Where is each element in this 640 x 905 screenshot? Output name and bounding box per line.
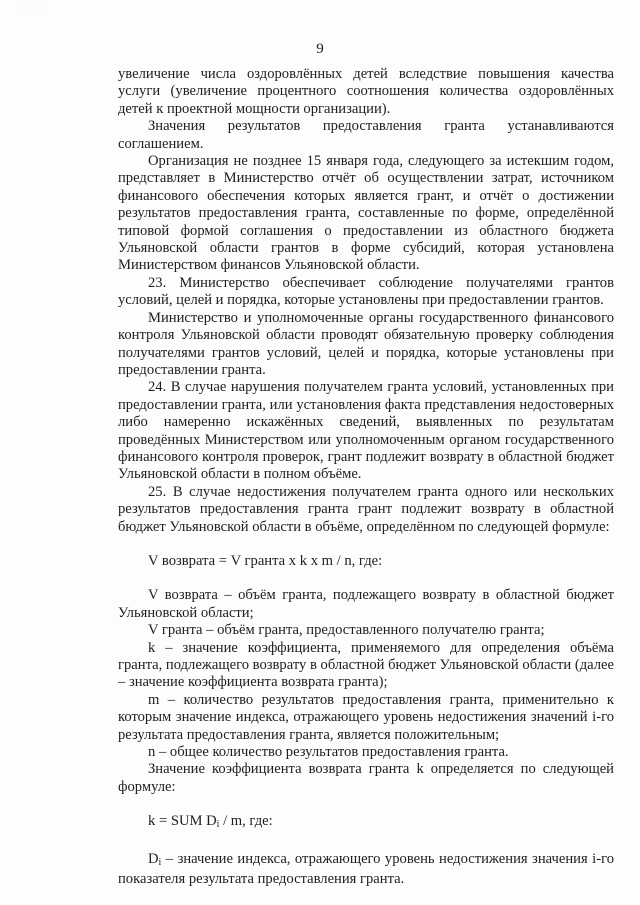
paragraph-report-deadline: Организация не позднее 15 января года, следующего за истекшим годом, представляет в Министерство отчёт об осуществлении затрат, источником финансового обеспечения которых является грант, и отчёт о достижении результатов предоставления гранта, составленные по форме, определённой типовой формой соглашения о предоставлении из областного бюджета Ульяновской области грантов в форме субсидий, которая установлена Министерством финансов Ульяновской области. bbox=[118, 153, 614, 274]
formula-return-volume: V возврата = V гранта x k x m / n, где: bbox=[148, 552, 383, 569]
spacer bbox=[118, 536, 614, 553]
definition-k: k – значение коэффициента, применяемого для определения объёма гранта, подлежащего возврату в областной бюджет Ульяновской области (далее – значение коэффициента возврата гранта); bbox=[118, 639, 614, 691]
formula-k-right: / m, где: bbox=[219, 813, 273, 830]
definition-d-symbol: D bbox=[148, 850, 159, 867]
definition-v-grant: V гранта – объём гранта, предоставленного получателю гранта; bbox=[148, 622, 545, 639]
paragraph-clause-24: 24. В случае нарушения получателем гранта условий, установленных при предоставлении гранта, или установления факта представления недостоверных либо намеренно искажённых сведений, выявленных по результатам проведённых Министерством или уполномоченным органом государственного финансового контроля проверок, грант подлежит возврату в областной бюджет Ульяновской области в полном объёме. bbox=[118, 379, 614, 483]
formula-k-left: k = SUM D bbox=[148, 813, 217, 830]
paragraph-clause-23: 23. Министерство обеспечивает соблюдение получателями грантов условий, целей и порядка, которые установлены при предоставлении грантов. bbox=[118, 274, 614, 309]
paragraph-coefficient-formula-intro: Значение коэффициента возврата гранта k определяется по следующей формуле: bbox=[118, 761, 614, 795]
formula-coefficient-k bbox=[118, 813, 614, 833]
definition-d-subscript: i bbox=[158, 856, 162, 868]
paragraph-clause-25: 25. В случае недостижения получателем гранта одного или нескольких результатов предоставления гранта грант подлежит возврату в областной бюджет Ульяновской области в объёме, определённом по следующей формуле: bbox=[118, 483, 614, 535]
page-number: 9 bbox=[316, 41, 324, 57]
document-body bbox=[118, 66, 614, 888]
definition-d-text: – значение индекса, отражающего уровень недостижения значения i-го показателя результата предоставления гранта. bbox=[118, 850, 614, 888]
definition-m: m – количество результатов предоставления гранта, применительно к которым значение индекса, отражающего уровень недостижения значений i-го результата предоставления гранта, является положительным; bbox=[118, 691, 614, 743]
paragraph-continuation: увеличение числа оздоровлённых детей вследствие повышения качества услуги (увеличение процентного соотношения количества оздоровлённых детей к проектной мощности организации). bbox=[118, 66, 614, 117]
paragraph-grant-results-values: Значения результатов предоставления гранта устанавливаются соглашением. bbox=[118, 118, 614, 152]
scan-artifact: · · · · bbox=[20, 6, 47, 12]
definition-v-return: V возврата – объём гранта, подлежащего возврату в областной бюджет Ульяновской области; bbox=[118, 587, 614, 621]
definition-d-i bbox=[118, 851, 614, 889]
spacer bbox=[118, 570, 614, 587]
paragraph-financial-control: Министерство и уполномоченные органы государственного финансового контроля Ульяновской области проводят обязательную проверку соблюдения получателями грантов условий, целей и порядка, которые установлены при предоставлении гранта. bbox=[118, 309, 614, 378]
definition-n: n – общее количество результатов предоставления гранта. bbox=[148, 744, 509, 761]
formula-k-subscript: i bbox=[216, 819, 220, 831]
spacer bbox=[118, 796, 614, 813]
spacer bbox=[118, 834, 614, 851]
